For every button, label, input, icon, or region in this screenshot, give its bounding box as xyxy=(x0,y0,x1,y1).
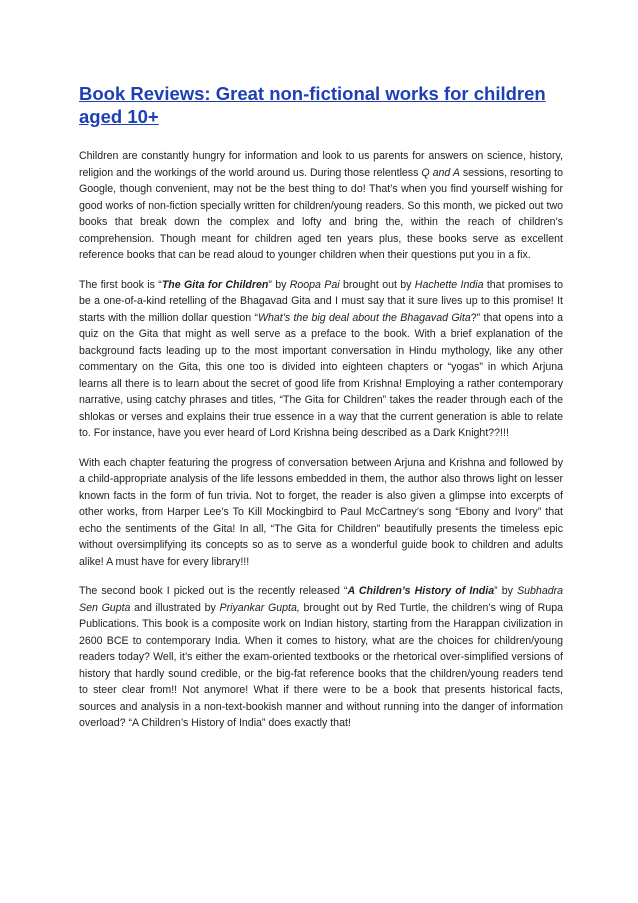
document-title: Book Reviews: Great non-fictional works for children aged 10+ xyxy=(79,83,546,127)
emphasis-text: Subhadra Sen Gupta xyxy=(79,585,564,614)
body-text: that promises to be a one-of-a-kind retelling of the Bhagavad Gita and I must say that it sure lives up to this promise! It starts with the million dollar question “ xyxy=(79,278,563,324)
body-text: Children are constantly hungry for information and look to us parents for answers on science, history, religion and the workings of the world around us. During those relentless xyxy=(79,150,563,179)
emphasis-text: Roopa Pai xyxy=(289,278,340,291)
document-page xyxy=(79,82,563,745)
body-text: The first book is “ xyxy=(79,278,162,291)
emphasis-text: Hachette India xyxy=(414,278,484,291)
body-text: ” by xyxy=(494,585,518,597)
emphasis-text: Priyankar Gupta, xyxy=(219,601,300,614)
body-text: brought out by Red Turtle, the children’s wing of Rupa Publications. This book is a composite work on Indian history, starting from the Harappan civilization in 2600 BCE to contemporary India. When it comes to history, what are the choices for children/young readers today? Well, it’s either the exam-oriented textbooks or the rhetorical over-simplified versions of history that hardly sound credible, or the big-fat reference books that the children/young readers tend to steer clear from!! Not anymore! What if there were to be a book that presents historical facts, sources and analysis in a non-text-bookish manner and without running into the danger of information overload? “A Children’s History of India” does exactly that! xyxy=(79,601,563,729)
body-text: and illustrated by xyxy=(130,601,220,614)
body-text: ” by xyxy=(268,278,290,291)
body-text: The second book I picked out is the recently released “ xyxy=(79,585,348,597)
paragraph xyxy=(79,148,563,264)
emphasis-text: The Gita for Children xyxy=(161,278,269,291)
emphasis-text: What’s the big deal about the Bhagavad Gita xyxy=(257,311,471,324)
paragraph xyxy=(79,277,563,442)
paragraph xyxy=(79,583,563,732)
body-text: sessions, resorting to Google, though convenient, may not be the best thing to do! That’s when you find yourself wishing for good works of non-fiction specially written for children/young readers. So this month, we picked out two books that break down the complex and lofty and bring the, within the reach of children’s comprehension. Though meant for children aged ten years plus, these books serve as excellent reference books that can be read aloud to younger children when their questions put you in a fix. xyxy=(79,166,563,261)
paragraph xyxy=(79,455,563,571)
body-text: With each chapter featuring the progress of conversation between Arjuna and Krishna and followed by a child-appropriate analysis of the life lessons embedded in them, the author also throws light on lesser known facts in the form of fun trivia. Not to forget, the reader is also given a glimpse into excerpts of other works, from Harper Lee’s To Kill Mockingbird to Paul McCartney’s song “Ebony and Ivory” that echo the sentiments of the Gita! In all, “The Gita for Children” beautifully presents the timeless epic without oversimplifying its concepts so as to serve as a wonderful guide book to children and adults alike! A must have for every library!!! xyxy=(79,456,563,568)
body-text: ?” that opens into a quiz on the Gita that might as well serve as a preface to the book. With a brief explanation of the background facts leading up to the most important conversation in Hindu mythology, like any other commentary on the Gita, this one too is divided into eighteen chapters or “yogas” in which Arjuna learns all there is to learn about the secret of good life from Krishna! Employing a rather contemporary narrative, using catchy phrases and titles, “The Gita for Children” takes the reader through each of the shlokas or verses and explains their true essence in a way that the current generation is able to relate to. For instance, have you ever heard of Lord Krishna being described as a Dark Knight??!!! xyxy=(79,311,564,439)
emphasis-text: A Children’s History of India xyxy=(347,585,495,597)
article-body xyxy=(79,148,563,732)
emphasis-text: Q and A xyxy=(421,166,460,179)
body-text: brought out by xyxy=(339,278,415,291)
